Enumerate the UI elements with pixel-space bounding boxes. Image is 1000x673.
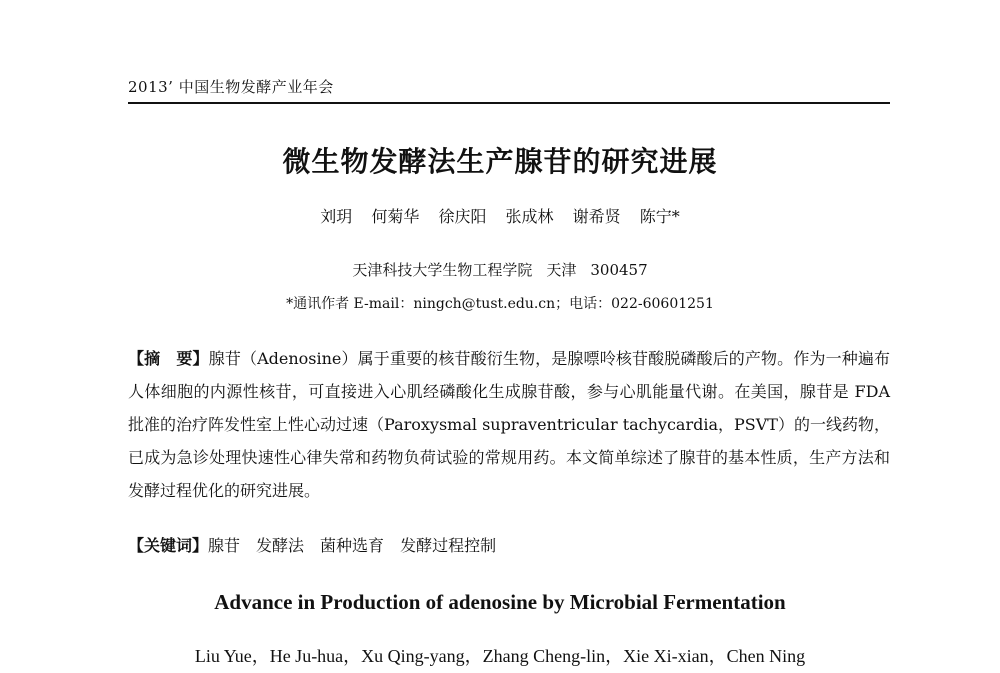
keywords <box>128 534 890 558</box>
author-name: 刘玥 <box>320 207 353 226</box>
keyword: 发酵过程控制 <box>400 536 497 555</box>
affiliation-institution: 天津科技大学生物工程学院 <box>352 261 533 279</box>
author-name: 徐庆阳 <box>438 207 487 226</box>
abstract-text: 腺苷（Adenosine）属于重要的核苷酸衍生物，是腺嘌呤核苷酸脱磷酸后的产物。作为一种遍布人体细胞的内源性核苷，可直接进入心肌经磷酸化生成腺苷酸，参与心肌能量代谢。在美国，腺苷是 FDA 批准的治疗阵发性室上性心动过速（Paroxysmal supraventricular tachycardia，PSVT）的一线药物，已成为急诊处理快速性心律失常和药物负荷试验的常规用药。本文简单综述了腺苷的基本性质，生产方法和发酵过程优化的研究进展。 <box>128 349 890 500</box>
keywords-label: 【关键词】 <box>128 536 209 555</box>
english-author-list: Liu Yue，He Ju-hua，Xu Qing-yang，Zhang Cheng-lin，Xie Xi-xian，Chen Ning <box>194 646 806 666</box>
author-name: 张成林 <box>505 207 554 226</box>
author-name: 陈宁* <box>639 207 680 226</box>
affiliation-postcode: 300457 <box>590 261 648 279</box>
english-title: Advance in Production of adenosine by Microbial Fermentation <box>214 590 786 614</box>
keyword: 菌种选育 <box>320 536 385 555</box>
header-rule <box>128 102 890 104</box>
keyword: 发酵法 <box>256 536 305 555</box>
chinese-author-list <box>0 204 1000 227</box>
abstract-label: 【摘 要】 <box>128 349 209 368</box>
abstract <box>128 342 890 507</box>
chinese-title: 微生物发酵法生产腺苷的研究进展 <box>282 145 718 178</box>
running-header: 2013’ 中国生物发酵产业年会 <box>128 78 334 96</box>
affiliation-city: 天津 <box>546 261 577 279</box>
affiliation <box>0 259 1000 280</box>
author-name: 何菊华 <box>371 207 420 226</box>
keyword: 腺苷 <box>208 536 241 555</box>
corresponding-author-contact: *通讯作者 E-mail：ningch@tust.edu.cn；电话：022-60601251 <box>286 296 714 312</box>
author-name: 谢希贤 <box>572 207 621 226</box>
